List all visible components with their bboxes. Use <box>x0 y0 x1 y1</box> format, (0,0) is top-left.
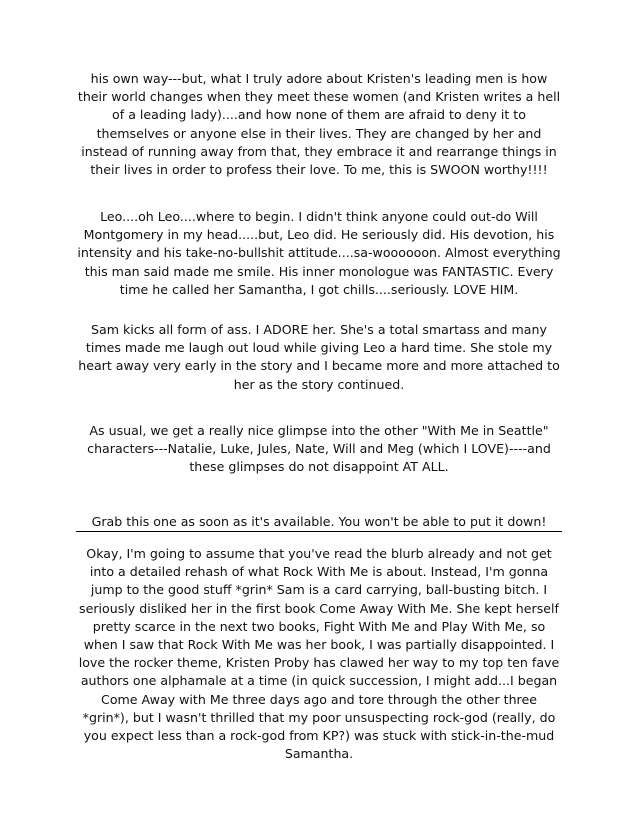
paragraph-leo: Leo....oh Leo....where to begin. I didn't think anyone could out-do Will Montgomery in my head.....but, Leo did. He seriously did. His devotion, his intensity and his take-no-bullshit attitude....sa-woooooon. Almost everything this man said made me smile. His inner monologue was FANTASTIC. Every time he called her Samantha, I got chills....seriously. LOVE HIM. <box>77 209 561 297</box>
horizontal-divider <box>76 531 562 532</box>
paragraph-leading-men: his own way---but, what I truly adore about Kristen's leading men is how their world changes when they meet these women (and Kristen writes a hell of a leading lady)....and how none of them are afraid to deny it to themselves or anyone else in their lives. They are changed by her and instead of running away from that, they embrace it and rearrange things in their lives in order to profess their love. To me, this is SWOON worthy!!!! <box>77 71 561 178</box>
paragraph-grab-this-one: Grab this one as soon as it's available. You won't be able to put it down! <box>91 514 547 529</box>
paragraph-review-intro: Okay, I'm going to assume that you've read the blurb already and not get into a detailed rehash of what Rock With Me is about. Instead, I'm gonna jump to the good stuff *grin* Sam is a card carrying, ball-busting bitch. I seriously disliked her in the first book Come Away With Me. She kept herself pretty scarce in the next two books, Fight With Me and Play With Me, so when I saw that Rock With Me was her book, I was partially disappointed. I love the rocker theme, Kristen Proby has clawed her way to my top ten fave authors one alphamale at a time (in quick succession, I might add...I began Come Away with Me three days ago and tore through the other three *grin*), but I wasn't thrilled that my poor unsuspecting rock-god (really, do you expect less than a rock-god from KP?) was stuck with stick-in-the-mud Samantha. <box>78 546 560 762</box>
paragraph-sam: Sam kicks all form of ass. I ADORE her. She's a total smartass and many times made me laugh out loud while giving Leo a hard time. She stole my heart away very early in the story and I became more and more attached to her as the story continued. <box>78 322 560 392</box>
paragraph-with-me-in-seattle: As usual, we get a really nice glimpse into the other "With Me in Seattle" characters---Natalie, Luke, Jules, Nate, Will and Meg (which I LOVE)----and these glimpses do not disappoint AT ALL. <box>87 423 551 475</box>
